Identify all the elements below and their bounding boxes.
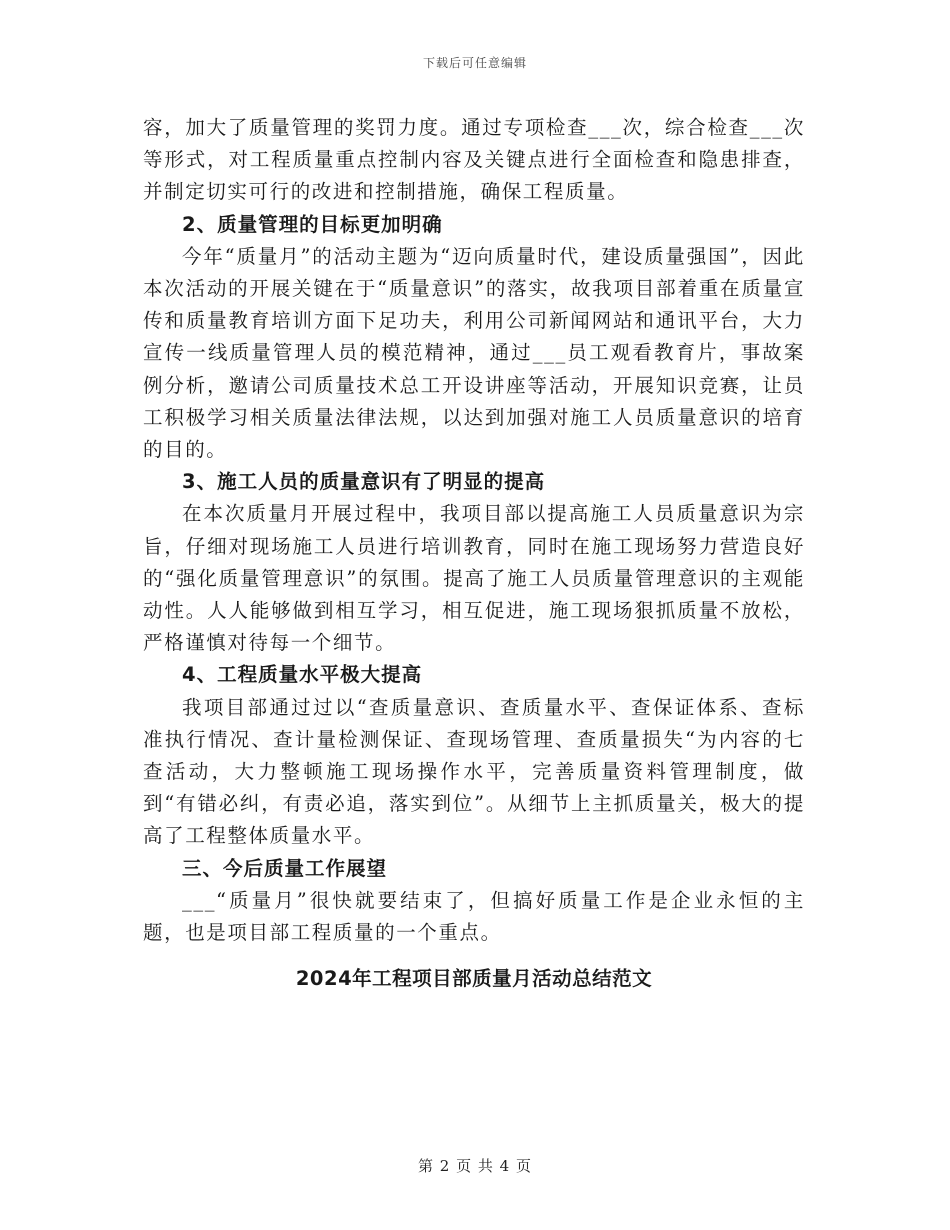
section-heading-4: 4、工程质量水平极大提高 bbox=[182, 663, 423, 687]
paragraph-quality-awareness: 在本次质量月开展过程中，我项目部以提高施工人员质量意识为宗旨，仔细对现场施工人员进行培训教育，同时在施工现场努力营造良好的“强化质量管理意识”的氛围。提高了施工人员质量管理意识的主观能动性。人人能够做到相互学习，相互促进，施工现场狠抓质量不放松，严格谨慎对待每一个细节。 bbox=[143, 502, 805, 655]
section-heading-3: 3、施工人员的质量意识有了明显的提高 bbox=[182, 470, 546, 494]
document-body bbox=[143, 112, 805, 995]
paragraph-quality-goals: 今年“质量月”的活动主题为“迈向质量时代，建设质量强国”，因此本次活动的开展关键在于“质量意识”的落实，故我项目部着重在质量宣传和质量教育培训方面下足功夫，利用公司新闻网站和通讯平台，大力宣传一线质量管理人员的模范精神，通过___员工观看教育片，事故案例分析，邀请公司质量技术总工开设讲座等活动，开展知识竞赛，让员工积极学习相关质量法律法规，以达到加强对施工人员质量意识的培育的目的。 bbox=[143, 244, 805, 462]
paragraph-continuation: 容，加大了质量管理的奖罚力度。通过专项检查___次，综合检查___次等形式，对工程质量重点控制内容及关键点进行全面检查和隐患排查，并制定切实可行的改进和控制措施，确保工程质量。 bbox=[143, 116, 805, 204]
page-header: 下载后可任意编辑 bbox=[422, 56, 527, 70]
paragraph-quality-level: 我项目部通过过以“查质量意识、查质量水平、查保证体系、查标准执行情况、查计量检测保证、查现场管理、查质量损失“为内容的七查活动，大力整顿施工现场操作水平，完善质量资料管理制度，做到“有错必纠，有责必追，落实到位”。从细节上主抓质量关，极大的提高了工程整体质量水平。 bbox=[143, 695, 805, 848]
section-heading-2: 2、质量管理的目标更加明确 bbox=[182, 212, 443, 236]
paragraph-outlook: ___“质量月”很快就要结束了，但搞好质量工作是企业永恒的主题，也是项目部工程质量的一个重点。 bbox=[143, 888, 805, 945]
section-heading-outlook: 三、今后质量工作展望 bbox=[182, 856, 388, 880]
page-number: 第 2 页 共 4 页 bbox=[418, 1157, 532, 1175]
document-title: 2024年工程项目部质量月活动总结范文 bbox=[295, 967, 653, 991]
